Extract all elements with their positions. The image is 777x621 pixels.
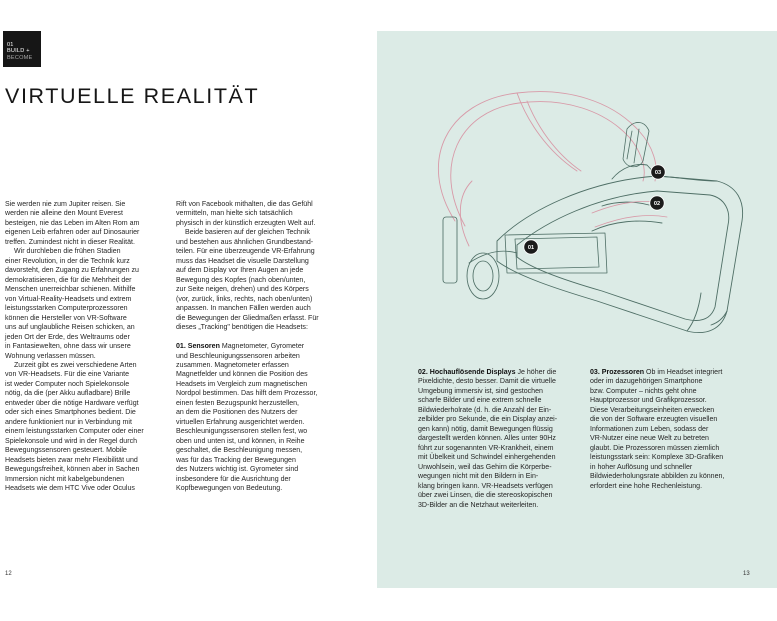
- text-line: [176, 437, 336, 446]
- line-text: Nordpol bestimmen. Das hilft dem Prozessor,: [176, 390, 318, 398]
- strap-adjuster: [623, 122, 649, 166]
- text-line: [418, 501, 578, 510]
- text-line: [5, 209, 165, 218]
- line-text: ist weder Computer noch Spielekonsole: [5, 380, 130, 388]
- line-text: an dem die Positionen des Nutzers der: [176, 409, 298, 417]
- line-text: und Beschleunigungssensoren arbeiten: [176, 352, 300, 360]
- text-line: [5, 257, 165, 266]
- text-line: [418, 453, 578, 462]
- text-line: [5, 437, 165, 446]
- line-text: vermitteln, man hielte sich tatsächlich: [176, 210, 293, 218]
- text-line: [5, 219, 165, 228]
- line-text: wegungen nicht mit den Bildern in Ein-: [418, 473, 539, 481]
- text-line: [176, 475, 336, 484]
- text-line: [5, 456, 165, 465]
- line-text: Wir durchleben die frühen Stadien: [14, 248, 121, 256]
- line-text: Menschen unerreichbar schienen. Mithilfe: [5, 286, 136, 294]
- text-line: [176, 266, 336, 275]
- text-line: [176, 200, 336, 209]
- text-line: [418, 396, 578, 405]
- text-line: [590, 377, 755, 386]
- text-line: [418, 472, 578, 481]
- text-line: [5, 399, 165, 408]
- line-text: anpassen. In manchen Fällen werden auch: [176, 305, 311, 313]
- paragraph-gap: [176, 333, 336, 342]
- text-line: [5, 314, 165, 323]
- line-text: Headsets im Vergleich zum magnetischen: [176, 380, 308, 388]
- line-text: einen festen Bezugspunkt herzustellen,: [176, 399, 300, 407]
- text-line: [5, 228, 165, 237]
- text-line: [176, 209, 336, 218]
- line-text: Beide basieren auf der gleichen Technik: [185, 229, 310, 237]
- line-text: erfordert eine hohe Rechenleistung.: [590, 482, 703, 490]
- line-text: glaubt. Die Prozessoren müssen ziemlich: [590, 444, 720, 452]
- vr-headset-illustration: [377, 31, 777, 361]
- line-text: oder sich eines Smartphones bedient. Die: [5, 409, 136, 417]
- badge-line-become: BECOME: [7, 54, 33, 61]
- text-line: [418, 444, 578, 453]
- page-number-right: 13: [743, 571, 750, 577]
- line-text: klang bringen kann. VR-Headsets verfügen: [418, 482, 553, 490]
- text-line: [5, 333, 165, 342]
- text-line: [5, 200, 165, 209]
- svg-text:03: 03: [654, 170, 662, 176]
- line-text: Je höher die: [515, 369, 557, 376]
- text-line: [176, 427, 336, 436]
- item-heading: 03. Prozessoren: [590, 369, 645, 376]
- line-text: und bestehen aus ähnlichen Grundbestand-: [176, 238, 314, 246]
- text-line: [176, 304, 336, 313]
- text-line: [176, 465, 336, 474]
- line-text: Sie werden nie zum Jupiter reisen. Sie: [5, 201, 126, 208]
- text-line: [176, 370, 336, 379]
- text-line: [5, 370, 165, 379]
- text-line: [590, 396, 755, 405]
- line-text: einem leistungsstarken Computer oder einer: [5, 428, 144, 436]
- line-text: insbesondere für die Ausrichtung der: [176, 475, 291, 483]
- line-text: oder im dazugehörigen Smartphone: [590, 378, 703, 386]
- line-text: VR-Nutzer eine neue Welt zu betreten: [590, 435, 709, 443]
- line-text: in Fantasiewelten, ohne dass wir unsere: [5, 343, 131, 351]
- text-line: [5, 361, 165, 370]
- text-line: [5, 266, 165, 275]
- line-text: Hauptprozessor und Grafikprozessor.: [590, 397, 707, 405]
- line-text: gen kann) nötig, damit Bewegungen flüssig: [418, 425, 553, 433]
- line-text: muss das Headset die visuelle Darstellung: [176, 257, 309, 265]
- text-line: [176, 418, 336, 427]
- text-line: [176, 408, 336, 417]
- text-line: [418, 406, 578, 415]
- text-line: [176, 219, 336, 228]
- text-line: [590, 387, 755, 396]
- line-text: leistungsstark sein: Komplexe 3D-Grafiken: [590, 454, 724, 462]
- text-column-2: [176, 200, 336, 494]
- line-text: oben und unten ist, und können, in Reihe: [176, 437, 305, 445]
- page-number-left: 12: [5, 571, 12, 577]
- text-line: [176, 276, 336, 285]
- line-text: demokratisieren, die für die Mehrheit der: [5, 276, 132, 284]
- text-line: [418, 463, 578, 472]
- line-text: Bildwiederholrate (d. h. die Anzahl der Ein-: [418, 406, 552, 414]
- svg-text:01: 01: [527, 245, 535, 251]
- badge-line-build: BUILD +: [7, 48, 30, 55]
- callout-01: [524, 240, 538, 254]
- text-line: [176, 247, 336, 256]
- text-line: [176, 285, 336, 294]
- line-text: zur Seite neigen, drehen) und des Körpers: [176, 286, 309, 294]
- line-text: Unwohlsein, weil das Gehirn die Körperbe-: [418, 463, 552, 471]
- text-line: [5, 418, 165, 427]
- text-line: [590, 482, 755, 491]
- bottom-margin: [0, 595, 777, 621]
- text-line: [5, 484, 165, 493]
- text-line: [418, 415, 578, 424]
- line-text: Beschleunigungssensoren stellen fest, wo: [176, 428, 308, 436]
- line-text: eigenen Leib erfahren oder auf Dinosaurier: [5, 229, 140, 237]
- line-text: Kopfbewegungen von Bedeutung.: [176, 485, 283, 493]
- line-text: virtuellen Erfahrung ausgerichtet werden.: [176, 418, 305, 426]
- line-text: Pixeldichte, desto besser. Damit die virtuelle: [418, 378, 556, 386]
- text-line: [418, 425, 578, 434]
- line-text: Immersion nicht mit kabelgebundenen: [5, 475, 125, 483]
- line-text: (vor, zurück, links, rechts, nach oben/unten): [176, 295, 313, 303]
- text-column-processors: [590, 368, 755, 491]
- text-line: [590, 453, 755, 462]
- section-badge: [3, 31, 41, 67]
- text-line: [176, 314, 336, 323]
- badge-number: 01: [7, 42, 14, 48]
- front-panel: [505, 233, 607, 273]
- text-line: [176, 361, 336, 370]
- text-line: [176, 257, 336, 266]
- line-text: leistungsstarken Computerprozessoren: [5, 305, 128, 313]
- text-line: [5, 295, 165, 304]
- text-line: [590, 434, 755, 443]
- line-text: Informationen zum Leben, sodass der: [590, 425, 709, 433]
- text-line: [176, 484, 336, 493]
- line-text: führt zur sogenannten VR-Krankheit, einem: [418, 444, 554, 452]
- line-text: Bildwiederholungsrate abbilden zu können,: [590, 473, 725, 481]
- text-line: [418, 482, 578, 491]
- line-text: dieses „Tracking" benötigen die Headsets:: [176, 324, 308, 332]
- text-column-1: [5, 200, 165, 494]
- text-line: [418, 368, 578, 377]
- text-line: [5, 446, 165, 455]
- text-line: [5, 465, 165, 474]
- line-text: bzw. Computer – nichts geht ohne: [590, 387, 697, 395]
- line-text: Bewegungssensoren gesteuert. Mobile: [5, 447, 127, 455]
- text-line: [5, 304, 165, 313]
- line-text: physisch in der künstlich erzeugten Welt auf.: [176, 219, 316, 227]
- text-line: [418, 377, 578, 386]
- text-line: [5, 238, 165, 247]
- text-line: [176, 228, 336, 237]
- line-text: Bewegungsfreiheit, können aber in Sachen: [5, 466, 140, 474]
- line-text: was für das Tracking der Bewegungen: [176, 456, 296, 464]
- text-line: [590, 472, 755, 481]
- text-line: [590, 406, 755, 415]
- text-line: [5, 323, 165, 332]
- line-text: auf dem Display vor Ihren Augen an jede: [176, 267, 304, 275]
- text-line: [176, 389, 336, 398]
- line-text: treffen. Zumindest nicht in dieser Realität.: [5, 238, 135, 246]
- line-text: mit Übelkeit und Schwindel einhergehenden: [418, 454, 556, 462]
- line-text: des Nutzers wichtig ist. Gyrometer sind: [176, 466, 299, 474]
- text-column-displays: [418, 368, 578, 510]
- line-text: teilen. Für eine überzeugende VR-Erfahrung: [176, 248, 315, 256]
- line-text: Headsets bieten zwar mehr Flexibilität und: [5, 456, 138, 464]
- line-text: geschaltet, die Beschleunigung messen,: [176, 447, 303, 455]
- line-text: über zwei Linsen, die die stereoskopischen: [418, 492, 553, 500]
- line-text: Bewegung des Kopfes (nach oben/unten,: [176, 276, 306, 284]
- line-text: nötig, da die (per Akku aufladbare) Brille: [5, 390, 131, 398]
- text-line: [176, 446, 336, 455]
- line-text: andere funktioniert nur in Verbindung mit: [5, 418, 132, 426]
- text-line: [590, 368, 755, 377]
- text-line: [590, 444, 755, 453]
- text-line: [176, 295, 336, 304]
- text-line: [5, 247, 165, 256]
- line-text: besteigen, nie das Leben im Alten Rom am: [5, 219, 140, 227]
- page-headline: VIRTUELLE REALITÄT: [5, 84, 260, 108]
- line-text: Diese Verarbeitungseinheiten erwecken: [590, 406, 715, 414]
- text-line: [5, 408, 165, 417]
- text-line: [590, 425, 755, 434]
- line-text: scharfe Bilder und eine extrem schnelle: [418, 397, 542, 405]
- line-text: die Bewegungen der Gliedmaßen erfasst. Für: [176, 314, 319, 322]
- item-heading: 01. Sensoren: [176, 343, 220, 351]
- text-line: [176, 323, 336, 332]
- line-text: entweder über die nötige Hardware verfügt: [5, 399, 139, 407]
- line-text: Ob im Headset integriert: [644, 369, 723, 376]
- line-text: Spielekonsole und wird in der Regel durch: [5, 437, 138, 445]
- text-line: [176, 456, 336, 465]
- item-heading: 02. Hochauflösende Displays: [418, 369, 516, 376]
- text-line: [5, 285, 165, 294]
- text-line: [418, 491, 578, 500]
- text-line: [418, 387, 578, 396]
- line-text: jeden Ort der Erde, des Weltraums oder: [5, 333, 130, 341]
- line-text: einer Revolution, in der die Technik kurz: [5, 257, 130, 265]
- line-text: davorsteht, den Zugang zu Erfahrungen zu: [5, 267, 139, 275]
- line-text: Wohnung verlassen müssen.: [5, 352, 96, 360]
- text-line: [5, 427, 165, 436]
- svg-text:02: 02: [653, 201, 661, 207]
- callout-03: [651, 165, 665, 179]
- line-text: zelbilder pro Sekunde, die ein Display anzei-: [418, 416, 558, 424]
- line-text: Umgebung immersiv ist, sind gestochen: [418, 387, 543, 395]
- line-text: Magnetfelder und können die Position des: [176, 371, 308, 379]
- text-line: [5, 475, 165, 484]
- line-text: Rift von Facebook mithalten, die das Gefühl: [176, 201, 313, 208]
- text-line: [5, 380, 165, 389]
- text-line: [590, 463, 755, 472]
- line-text: werden nie alleine den Mount Everest: [5, 210, 123, 218]
- text-line: [5, 276, 165, 285]
- line-text: 3D-Bilder an die Netzhaut weiterleiten.: [418, 501, 539, 509]
- line-text: von VR-Headsets. Für die eine Variante: [5, 371, 130, 379]
- text-line: [590, 415, 755, 424]
- text-line: [176, 399, 336, 408]
- line-text: Magnetometer, Gyrometer: [219, 343, 305, 351]
- text-line: [5, 342, 165, 351]
- line-text: Zurzeit gibt es zwei verschiedene Arten: [14, 361, 137, 369]
- text-line: [5, 389, 165, 398]
- line-text: können die Hersteller von VR-Software: [5, 314, 127, 322]
- line-text: in hoher Auflösung und schneller: [590, 463, 693, 471]
- line-text: von Virtual-Reality-Headsets und extrem: [5, 295, 132, 303]
- text-line: [418, 434, 578, 443]
- text-line: [176, 380, 336, 389]
- text-line: [176, 342, 336, 351]
- line-text: uns auf unglaubliche Reisen schicken, an: [5, 324, 135, 332]
- line-text: dargestellt werden können. Alles unter 90Hz: [418, 435, 556, 443]
- line-text: Headsets wie dem HTC Vive oder Oculus: [5, 485, 135, 493]
- text-line: [176, 352, 336, 361]
- line-text: die von der Software erzeugten visuellen: [590, 416, 718, 424]
- callout-02: [650, 196, 664, 210]
- line-text: zusammen. Magnetometer erfassen: [176, 361, 289, 369]
- text-line: [176, 238, 336, 247]
- text-line: [5, 352, 165, 361]
